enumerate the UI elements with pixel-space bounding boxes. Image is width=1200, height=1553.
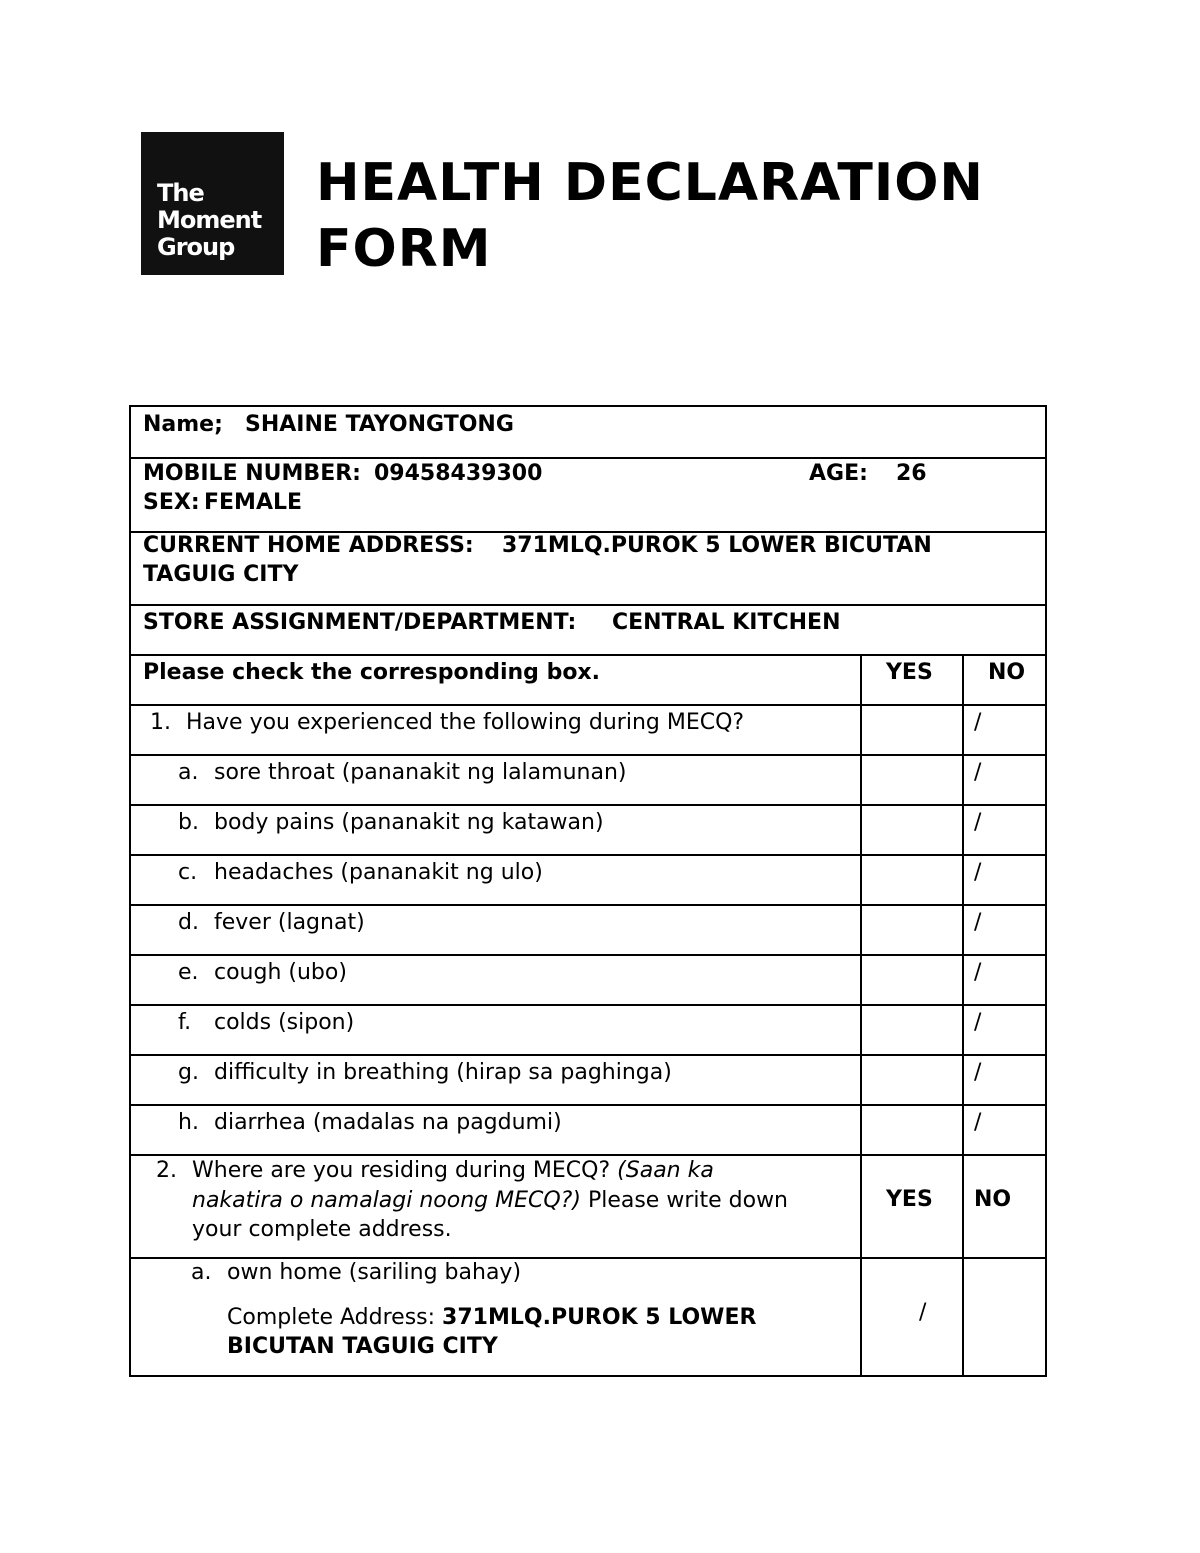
symptom-no-mark: / <box>974 860 982 885</box>
name-value: SHAINE TAYONGTONG <box>245 412 514 437</box>
symptom-no-mark: / <box>974 810 982 835</box>
logo-line-2: Moment <box>157 206 262 234</box>
symptom-yes-cell[interactable] <box>860 856 962 904</box>
question-2-line-2-italic: nakatira o namalagi noong MECQ?) <box>192 1188 581 1213</box>
symptom-cell <box>131 1056 860 1104</box>
store-assignment-row <box>129 604 1047 654</box>
logo-line-3: Group <box>157 233 235 261</box>
question-1-no-mark: / <box>974 710 982 735</box>
title-line-2: FORM <box>316 219 492 279</box>
question-1-row <box>129 704 1047 754</box>
question-1-cell <box>131 706 860 754</box>
symptom-text: colds (sipon) <box>214 1010 355 1035</box>
logo-line-1: The <box>157 179 204 207</box>
symptom-no-mark: / <box>974 910 982 935</box>
symptom-yes-cell[interactable] <box>860 1056 962 1104</box>
symptom-no-mark: / <box>974 1060 982 1085</box>
no-header-cell <box>962 656 1047 704</box>
question-2a-letter: a. <box>191 1260 212 1285</box>
store-label: STORE ASSIGNMENT/DEPARTMENT: <box>143 610 577 635</box>
question-2-row <box>129 1154 1047 1257</box>
question-2-no-header: NO <box>974 1187 1012 1212</box>
symptom-row <box>129 1054 1047 1104</box>
symptom-letter: b. <box>178 810 199 835</box>
question-1-number: 1. <box>150 710 171 735</box>
question-2a-address-line-1 <box>227 1303 756 1333</box>
company-logo <box>141 132 284 275</box>
question-2-line-1-italic: (Saan ka <box>617 1158 714 1183</box>
symptom-no-mark: / <box>974 760 982 785</box>
symptom-letter: e. <box>178 960 199 985</box>
symptom-letter: h. <box>178 1110 199 1135</box>
no-header: NO <box>988 660 1026 685</box>
question-2-line-1-plain: Where are you residing during MECQ? <box>192 1158 611 1183</box>
question-2-line-1 <box>192 1156 714 1186</box>
symptom-letter: d. <box>178 910 199 935</box>
symptom-no-mark: / <box>974 1110 982 1135</box>
mobile-label: MOBILE NUMBER: <box>143 461 361 486</box>
symptom-row <box>129 854 1047 904</box>
question-2a-no-cell[interactable] <box>962 1259 1047 1375</box>
symptom-text: fever (lagnat) <box>214 910 365 935</box>
checklist-header-row <box>129 654 1047 704</box>
symptom-no-cell[interactable] <box>962 856 1047 904</box>
symptom-cell <box>131 956 860 1004</box>
symptom-letter: a. <box>178 760 199 785</box>
symptom-cell <box>131 1106 860 1154</box>
symptom-row <box>129 954 1047 1004</box>
symptom-no-cell[interactable] <box>962 756 1047 804</box>
symptom-row <box>129 1004 1047 1054</box>
question-2-line-2-plain: Please write down <box>587 1188 789 1213</box>
mobile-age-sex-row <box>129 457 1047 531</box>
instruction-cell <box>131 656 860 704</box>
name-label: Name; <box>143 412 223 437</box>
symptom-no-mark: / <box>974 1010 982 1035</box>
symptom-text: diarrhea (madalas na pagdumi) <box>214 1110 562 1135</box>
symptom-yes-cell[interactable] <box>860 956 962 1004</box>
symptom-text: sore throat (pananakit ng lalamunan) <box>214 760 627 785</box>
mobile-value: 09458439300 <box>374 461 543 486</box>
symptom-yes-cell[interactable] <box>860 906 962 954</box>
question-2a-cell <box>131 1259 860 1375</box>
age-value: 26 <box>896 461 927 486</box>
symptom-row <box>129 1104 1047 1154</box>
question-1-no-cell[interactable] <box>962 706 1047 754</box>
symptom-text: cough (ubo) <box>214 960 347 985</box>
symptom-text: headaches (pananakit ng ulo) <box>214 860 543 885</box>
sex-value: FEMALE <box>204 490 303 515</box>
sex-label: SEX: <box>143 490 200 515</box>
symptom-letter: g. <box>178 1060 199 1085</box>
address-label: CURRENT HOME ADDRESS: <box>143 533 474 558</box>
symptom-yes-cell[interactable] <box>860 1106 962 1154</box>
symptom-yes-cell[interactable] <box>860 806 962 854</box>
symptom-text: body pains (pananakit ng katawan) <box>214 810 604 835</box>
symptom-row <box>129 754 1047 804</box>
symptom-row <box>129 904 1047 954</box>
symptom-no-cell[interactable] <box>962 1056 1047 1104</box>
question-2-line-2 <box>192 1186 788 1216</box>
address-value-line-2: TAGUIG CITY <box>143 562 299 587</box>
symptom-cell <box>131 756 860 804</box>
question-2-number: 2. <box>156 1158 177 1183</box>
home-address-row <box>129 531 1047 604</box>
symptom-cell <box>131 1006 860 1054</box>
instruction-text: Please check the corresponding box. <box>143 660 600 685</box>
question-2a-yes-mark: / <box>919 1300 927 1325</box>
symptom-no-cell[interactable] <box>962 1006 1047 1054</box>
symptom-yes-cell[interactable] <box>860 756 962 804</box>
symptom-yes-cell[interactable] <box>860 1006 962 1054</box>
title-line-1: HEALTH DECLARATION <box>316 153 984 213</box>
question-2-yes-header-cell <box>860 1156 962 1257</box>
page-title <box>316 150 1076 282</box>
symptom-letter: c. <box>178 860 198 885</box>
question-2a-address-value-1: 371MLQ.PUROK 5 LOWER <box>442 1305 757 1330</box>
symptom-no-cell[interactable] <box>962 906 1047 954</box>
symptom-no-cell[interactable] <box>962 806 1047 854</box>
symptom-cell <box>131 906 860 954</box>
question-1-text: Have you experienced the following during MECQ? <box>186 710 745 735</box>
yes-header-cell <box>860 656 962 704</box>
symptom-row <box>129 804 1047 854</box>
store-value: CENTRAL KITCHEN <box>612 610 841 635</box>
symptom-letter: f. <box>178 1010 192 1035</box>
yes-header: YES <box>886 660 933 685</box>
question-1-yes-cell[interactable] <box>860 706 962 754</box>
symptom-no-cell[interactable] <box>962 1106 1047 1154</box>
symptom-text: difficulty in breathing (hirap sa paghinga) <box>214 1060 672 1085</box>
address-value-line-1: 371MLQ.PUROK 5 LOWER BICUTAN <box>502 533 932 558</box>
question-2-no-header-cell <box>962 1156 1047 1257</box>
symptom-no-cell[interactable] <box>962 956 1047 1004</box>
question-2-cell <box>131 1156 860 1257</box>
question-2a-text: own home (sariling bahay) <box>227 1260 522 1285</box>
question-2-yes-header: YES <box>886 1187 933 1212</box>
symptom-cell <box>131 856 860 904</box>
symptom-no-mark: / <box>974 960 982 985</box>
question-2a-address-value-2: BICUTAN TAGUIG CITY <box>227 1334 498 1359</box>
question-2a-address-label: Complete Address: <box>227 1305 436 1330</box>
name-row <box>129 405 1047 457</box>
age-label: AGE: <box>809 461 868 486</box>
question-2-line-3: your complete address. <box>192 1217 452 1242</box>
question-2a-row <box>129 1257 1047 1377</box>
question-2a-yes-cell[interactable] <box>860 1259 962 1375</box>
symptom-cell <box>131 806 860 854</box>
